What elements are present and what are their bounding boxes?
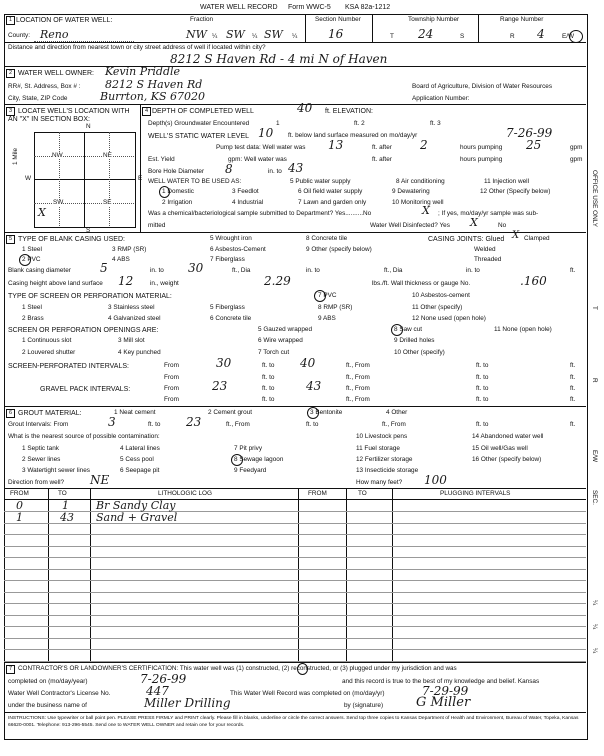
record-completed-label: This Water Well Record was completed on (mo/day/yr) bbox=[230, 690, 385, 697]
perf-ft-to-2: ft. to bbox=[476, 362, 489, 369]
ft-dia-1: ft., Dia bbox=[232, 267, 251, 274]
grout-ft-from-1: ft., From bbox=[226, 421, 250, 428]
casing-5: 5 Wrought iron bbox=[210, 235, 252, 242]
log-rule bbox=[4, 638, 586, 639]
contam-7: 7 Pit privy bbox=[234, 445, 263, 452]
grout-label: GROUT MATERIAL: bbox=[18, 410, 82, 417]
grout-1: 1 Neat cement bbox=[114, 409, 156, 416]
certification-rest: and this record is true to the best of my knowledge and belief. Kansas bbox=[342, 678, 540, 685]
grout-intervals-label: Grout Intervals: From bbox=[8, 421, 69, 428]
screen-5: 5 Fiberglass bbox=[210, 304, 245, 311]
use-7: 7 Lawn and garden only bbox=[298, 199, 367, 206]
screen-label: TYPE OF SCREEN OR PERFORATION MATERIAL: bbox=[8, 293, 172, 300]
contam-9: 9 Feedyard bbox=[234, 467, 267, 474]
casing-2: 2 PVC bbox=[22, 256, 41, 263]
perf-intervals-label: SCREEN-PERFORATED INTERVALS: bbox=[8, 363, 129, 370]
opening-3: 3 Mill slot bbox=[118, 337, 145, 344]
screen-2: 2 Brass bbox=[22, 315, 44, 322]
contam-10: 10 Livestock pens bbox=[356, 433, 408, 440]
section-6-number: 6 bbox=[6, 409, 15, 418]
nw-label: NW bbox=[52, 152, 63, 159]
gravel-from-value: 23 bbox=[212, 379, 228, 393]
contam-4: 4 Lateral lines bbox=[120, 445, 160, 452]
contam-3: 3 Watertight sewer lines bbox=[22, 467, 90, 474]
gravel-label: GRAVEL PACK INTERVALS: bbox=[40, 386, 131, 393]
opening-11: 11 None (open hole) bbox=[494, 326, 552, 333]
section-box bbox=[34, 132, 136, 228]
se-label: SE bbox=[103, 199, 112, 206]
weight-value: 2.29 bbox=[264, 274, 291, 288]
direction-value: NE bbox=[90, 473, 110, 487]
gravel-ft-to-3: ft. to bbox=[262, 396, 275, 403]
gravel-ft-end-1: ft. bbox=[570, 385, 576, 392]
bore-depth: 43 bbox=[288, 161, 304, 175]
section-number-value: 16 bbox=[328, 27, 344, 41]
signature: G Miller bbox=[416, 695, 471, 710]
log-row-1-to: 1 bbox=[62, 499, 69, 512]
log-rule bbox=[4, 557, 586, 558]
locate-label-2: AN "X" IN SECTION BOX: bbox=[8, 116, 90, 123]
opening-4: 4 Key punched bbox=[118, 349, 161, 356]
log-rule bbox=[4, 569, 586, 570]
ft-after-1: ft. after bbox=[372, 144, 392, 151]
disinfect-label: Water Well Disinfected? Yes bbox=[370, 222, 450, 229]
distance-label: Distance and direction from nearest town or city street address of well if located within city? bbox=[8, 44, 266, 51]
disinfect-x: X bbox=[470, 216, 478, 229]
ne-label: NE bbox=[103, 152, 112, 159]
gw-3: ft. 3 bbox=[430, 120, 441, 127]
gravel-ft-to-2: ft. to bbox=[476, 385, 489, 392]
locate-label-1: LOCATE WELL'S LOCATION WITH bbox=[18, 108, 130, 115]
section-4-number: 4 bbox=[142, 107, 151, 116]
static-rest: ft. below land surface measured on mo/day/yr bbox=[288, 132, 418, 139]
constructed-circle bbox=[297, 663, 308, 675]
chem-no-x: X bbox=[422, 204, 430, 217]
gravel-ft-to-4: ft. to bbox=[476, 396, 489, 403]
section-2-number: 2 bbox=[6, 69, 15, 78]
contam-11: 11 Fuel storage bbox=[356, 445, 400, 452]
log-rule bbox=[4, 592, 586, 593]
log-row-2-desc: Sand + Gravel bbox=[96, 511, 178, 524]
log-rule bbox=[4, 580, 586, 581]
ft-end-1: ft. bbox=[570, 267, 576, 274]
address-label: RR#, St. Address, Box # : bbox=[8, 83, 81, 90]
location-x: X bbox=[38, 206, 46, 219]
sw-label: SW bbox=[53, 199, 64, 206]
glued-x: X bbox=[512, 230, 520, 241]
log-rule bbox=[4, 546, 586, 547]
perf-ft-from-2: ft., From bbox=[346, 374, 370, 381]
section-3-number: 3 bbox=[6, 107, 15, 116]
gravel-ft-to-1: ft. to bbox=[262, 385, 275, 392]
blank-dia-value: 5 bbox=[100, 261, 108, 275]
distance-value: 8212 S Haven Rd - 4 mi N of Haven bbox=[170, 52, 388, 66]
screen-10: 10 Asbestos-cement bbox=[412, 292, 470, 299]
log-rule bbox=[4, 603, 586, 604]
section-number-label: Section Number bbox=[315, 16, 361, 23]
contam-15: 15 Oil well/Gas well bbox=[472, 445, 528, 452]
south-label: S bbox=[86, 227, 91, 234]
openings-label: SCREEN OR PERFORATION OPENINGS ARE: bbox=[8, 327, 159, 334]
quarter-3: ¼ bbox=[292, 33, 298, 40]
use-12: 12 Other (Specify below) bbox=[480, 188, 551, 195]
in-to-3: in. to bbox=[466, 267, 480, 274]
township-value: 24 bbox=[418, 27, 434, 41]
board-label: Board of Agriculture, Division of Water Resources bbox=[412, 83, 553, 90]
log-rule bbox=[4, 615, 586, 616]
log-rule bbox=[4, 523, 586, 524]
form-title: WATER WELL RECORD bbox=[200, 4, 278, 11]
height-value: 12 bbox=[118, 274, 134, 288]
est-gpm: gpm: Well water was bbox=[228, 156, 287, 163]
blank-dia-label: Blank casing diameter bbox=[8, 267, 71, 274]
plug-from-header: FROM bbox=[308, 490, 327, 497]
ft-dia-2: ft., Dia bbox=[384, 267, 403, 274]
perf-ft-to-4: ft. to bbox=[476, 374, 489, 381]
township-number-label: Township Number bbox=[408, 16, 460, 23]
casing-7: 7 Fiberglass bbox=[210, 256, 245, 263]
east-label: E bbox=[138, 175, 143, 182]
fraction-2: SW bbox=[226, 28, 245, 41]
depth-label: DEPTH OF COMPLETED WELL bbox=[152, 108, 254, 115]
screen-9: 9 ABS bbox=[318, 315, 336, 322]
casing-joints-label: CASING JOINTS: Glued bbox=[428, 236, 505, 243]
side-ew: E/W bbox=[591, 450, 598, 463]
chem-rest: ; If yes, mo/day/yr sample was sub- bbox=[438, 210, 539, 217]
casing-2-circle bbox=[19, 254, 31, 266]
side-sec: SEC. bbox=[591, 490, 598, 505]
range-number-label: Range Number bbox=[500, 16, 544, 23]
use-1: 1 Domestic bbox=[162, 188, 194, 195]
disinfect-no: No bbox=[498, 222, 507, 229]
side-quarter-3: ¼ bbox=[591, 648, 598, 654]
perf-ft-end-1: ft. bbox=[570, 362, 576, 369]
city-value: Burrton, KS 67020 bbox=[100, 90, 206, 103]
log-rule bbox=[4, 626, 586, 627]
opening-10: 10 Other (specify) bbox=[394, 349, 445, 356]
opening-5: 5 Gauzed wrapped bbox=[258, 326, 313, 333]
use-8: 8 Air conditioning bbox=[396, 178, 445, 185]
county-value: Reno bbox=[40, 28, 69, 41]
log-rule bbox=[4, 511, 586, 512]
form-number: Form WWC-5 bbox=[288, 4, 331, 11]
pump-ft: 13 bbox=[328, 138, 344, 152]
screen-8: 8 RMP (SR) bbox=[318, 304, 353, 311]
opening-8-circle bbox=[391, 324, 403, 336]
screen-7: 7 PVC bbox=[318, 292, 337, 299]
section-1-number: 1 bbox=[6, 16, 15, 25]
address-value: 8212 S Haven Rd bbox=[105, 78, 203, 91]
office-use-only: OFFICE USE ONLY bbox=[591, 170, 598, 228]
screen-11: 11 Other (specify) bbox=[412, 304, 463, 311]
hours-pumping-2: hours pumping bbox=[460, 156, 503, 163]
quarter-1: ¼ bbox=[212, 33, 218, 40]
threaded-label: Threaded bbox=[474, 256, 502, 263]
groundwater-label: Depth(s) Groundwater Encountered bbox=[148, 120, 250, 127]
contam-13: 13 Insecticide storage bbox=[356, 467, 419, 474]
ksa-number: KSA 82a-1212 bbox=[345, 4, 391, 11]
opening-1: 1 Continuous slot bbox=[22, 337, 72, 344]
wall-label: lbs./ft. Wall thickness or gauge No. bbox=[372, 280, 471, 287]
north-label: N bbox=[86, 123, 91, 130]
one-mile-label: 1 Mile bbox=[12, 147, 19, 165]
certification-line: CONTRACTOR'S OR LANDOWNER'S CERTIFICATION: This water well was (1) constructed, (2) reconstructed, or (3) plugged under my jurisdiction and was bbox=[18, 665, 457, 672]
casing-3: 3 RMP (SR) bbox=[112, 246, 147, 253]
perf-from-2: From bbox=[164, 374, 179, 381]
casing-9: 9 Other (specify below) bbox=[306, 246, 372, 253]
bore-value: 8 bbox=[225, 162, 233, 176]
township-t: T bbox=[390, 33, 394, 40]
grout-3: 3 Bentonite bbox=[310, 409, 343, 416]
screen-6: 6 Concrete tile bbox=[210, 315, 252, 322]
use-3: 3 Feedlot bbox=[232, 188, 259, 195]
screen-12: 12 None used (open hole) bbox=[412, 315, 486, 322]
contam-14: 14 Abandoned water well bbox=[472, 433, 544, 440]
static-date: 7-26-99 bbox=[506, 126, 553, 140]
log-row-2-from: 1 bbox=[16, 511, 23, 524]
city-label: City, State, ZIP Code bbox=[8, 95, 68, 102]
opening-6: 6 Wire wrapped bbox=[258, 337, 303, 344]
west-label: W bbox=[25, 175, 32, 182]
contam-8: 8 Sewage lagoon bbox=[234, 456, 284, 463]
contam-8-circle bbox=[231, 454, 243, 466]
hours-pumping-1: hours pumping bbox=[460, 144, 503, 151]
static-value: 10 bbox=[258, 126, 274, 140]
side-r: R bbox=[591, 378, 598, 383]
log-to-header: TO bbox=[58, 490, 67, 497]
use-4: 4 Industrial bbox=[232, 199, 264, 206]
contamination-label: What is the nearest source of possible contamination: bbox=[8, 433, 160, 440]
pump-test-label: Pump test data: Well water was bbox=[216, 144, 306, 151]
grout-4: 4 Other bbox=[386, 409, 408, 416]
grout-to-value: 23 bbox=[186, 415, 202, 429]
bore-label: Bore Hole Diameter bbox=[148, 168, 205, 175]
contam-16: 16 Other (specify below) bbox=[472, 456, 542, 463]
use-10: 10 Monitoring well bbox=[392, 199, 444, 206]
perf-ft-end-2: ft. bbox=[570, 374, 576, 381]
log-rule bbox=[4, 649, 586, 650]
blank-dia-to: 30 bbox=[188, 261, 204, 275]
range-r: R bbox=[510, 33, 515, 40]
gpm-2: gpm bbox=[570, 156, 583, 163]
business-label: under the business name of bbox=[8, 702, 87, 709]
quarter-2: ¼ bbox=[252, 33, 258, 40]
pump-hours: 2 bbox=[420, 138, 428, 152]
range-value: 4 bbox=[537, 27, 545, 41]
static-label: WELL'S STATIC WATER LEVEL bbox=[148, 133, 250, 140]
opening-9: 9 Drilled holes bbox=[394, 337, 435, 344]
use-11: 11 Injection well bbox=[484, 178, 529, 185]
casing-4: 4 ABS bbox=[112, 256, 130, 263]
grout-ft-from-2: ft., From bbox=[382, 421, 406, 428]
elevation-label: ft. ELEVATION: bbox=[325, 108, 373, 115]
application-number-label: Application Number: bbox=[412, 95, 470, 102]
grout-2: 2 Cement grout bbox=[208, 409, 253, 416]
location-label: LOCATION OF WATER WELL: bbox=[16, 17, 113, 24]
use-1-circle bbox=[159, 186, 170, 198]
record-completed-date: 7-29-99 bbox=[422, 684, 469, 698]
opening-7: 7 Torch cut bbox=[258, 349, 290, 356]
wall-value: .160 bbox=[520, 274, 547, 288]
contam-1: 1 Septic tank bbox=[22, 445, 59, 452]
instructions: INSTRUCTIONS: Use typewriter or ball point pen. PLEASE PRESS FIRMLY and PRINT clearly. Please fill in blanks, underline or circle the correct answers. Send top three copies to Kansas Department of Health and Environment, Bureau of Water, Topeka, Kansas 66620-0001. Telephone: 913-296-5545. Send one to WATER WELL OWNER and retain one for your records. bbox=[8, 716, 579, 728]
owner-value: Kevin Priddle bbox=[105, 65, 181, 78]
use-9: 9 Dewatering bbox=[392, 188, 430, 195]
welded-label: Welded bbox=[474, 246, 496, 253]
uses-label: WELL WATER TO BE USED AS: bbox=[148, 178, 242, 185]
opening-2: 2 Louvered shutter bbox=[22, 349, 76, 356]
completed-date: 7-26-99 bbox=[140, 672, 187, 686]
gravel-from-1: From bbox=[164, 385, 179, 392]
casing-1: 1 Steel bbox=[22, 246, 42, 253]
log-rule bbox=[4, 534, 586, 535]
depth-value: 40 bbox=[297, 101, 313, 115]
perf-ft-to-1: ft. to bbox=[262, 362, 275, 369]
perf-to-value: 40 bbox=[300, 356, 316, 370]
gw-2: ft. 2 bbox=[354, 120, 365, 127]
side-t: T bbox=[591, 306, 598, 310]
completed-label: completed on (mo/day/year) bbox=[8, 678, 88, 685]
log-row-1-desc: Br Sandy Clay bbox=[96, 499, 176, 512]
signature-label: by (signature) bbox=[344, 702, 384, 709]
gravel-ft-end-2: ft. bbox=[570, 396, 576, 403]
gravel-ft-from-1: ft., From bbox=[346, 385, 370, 392]
ft-after-2: ft. after bbox=[372, 156, 392, 163]
contam-6: 6 Seepage pit bbox=[120, 467, 160, 474]
fraction-3: SW bbox=[264, 28, 283, 41]
log-row-1-from: 0 bbox=[16, 499, 23, 512]
log-row-2-to: 43 bbox=[60, 511, 74, 524]
contam-2: 2 Sewer lines bbox=[22, 456, 61, 463]
in-to-2: in. to bbox=[306, 267, 320, 274]
direction-label: Direction from well? bbox=[8, 479, 65, 486]
gw-1: 1 bbox=[276, 120, 280, 127]
perf-ft-to-3: ft. to bbox=[262, 374, 275, 381]
grout-ft-to-2: ft. to bbox=[306, 421, 319, 428]
screen-7-circle bbox=[314, 290, 326, 302]
how-many-feet-label: How many feet? bbox=[356, 479, 403, 486]
plug-to-header: TO bbox=[358, 490, 367, 497]
range-ew: E/W bbox=[562, 33, 575, 40]
perf-from-value: 30 bbox=[216, 356, 232, 370]
casing-label: TYPE OF BLANK CASING USED: bbox=[18, 236, 125, 243]
gravel-to-value: 43 bbox=[306, 379, 322, 393]
grout-ft-to-1: ft. to bbox=[148, 421, 161, 428]
license-label: Water Well Contractor's License No. bbox=[8, 690, 111, 697]
form-frame bbox=[4, 14, 588, 740]
screen-4: 4 Galvanized steel bbox=[108, 315, 161, 322]
fraction-label: Fraction bbox=[190, 16, 214, 23]
grout-ft-end: ft. bbox=[570, 421, 576, 428]
grout-3-circle bbox=[307, 407, 319, 419]
gravel-from-2: From bbox=[164, 396, 179, 403]
side-quarter-2: ¼ bbox=[591, 624, 598, 630]
contam-5: 5 Cess pool bbox=[120, 456, 154, 463]
perf-ft-from-1: ft., From bbox=[346, 362, 370, 369]
contam-12: 12 Fertilizer storage bbox=[356, 456, 413, 463]
owner-label: WATER WELL OWNER: bbox=[18, 70, 94, 77]
side-quarter-1: ¼ bbox=[591, 600, 598, 606]
section-5-number: 5 bbox=[6, 235, 15, 244]
use-5: 5 Public water supply bbox=[290, 178, 351, 185]
county-label: County: bbox=[8, 32, 31, 39]
gravel-ft-from-2: ft., From bbox=[346, 396, 370, 403]
section-7-number: 7 bbox=[6, 665, 15, 674]
bore-to: in. to bbox=[268, 168, 282, 175]
chem-mitted: mitted bbox=[148, 222, 166, 229]
gpm-1: gpm bbox=[570, 144, 583, 151]
lithologic-header: LITHOLOGIC LOG bbox=[158, 490, 212, 497]
chem-question: Was a chemical/bacteriological sample submitted to Department? Yes..........No bbox=[148, 210, 372, 217]
use-2: 2 Irrigation bbox=[162, 199, 193, 206]
pump-gpm: 25 bbox=[526, 138, 542, 152]
opening-8: 8 Saw cut bbox=[394, 326, 423, 333]
perf-from-1: From bbox=[164, 362, 179, 369]
business-name: Miller Drilling bbox=[144, 696, 231, 710]
est-yield-label: Est. Yield bbox=[148, 156, 175, 163]
screen-1: 1 Steel bbox=[22, 304, 42, 311]
grout-ft-to-3: ft. to bbox=[476, 421, 489, 428]
clamped-label: Clamped bbox=[524, 235, 550, 242]
use-6: 6 Oil field water supply bbox=[298, 188, 363, 195]
screen-3: 3 Stainless steel bbox=[108, 304, 155, 311]
height-label: Casing height above land surface bbox=[8, 280, 103, 287]
blank-in-to: in. to bbox=[150, 267, 164, 274]
grout-from-value: 3 bbox=[108, 415, 116, 429]
log-from-header: FROM bbox=[10, 490, 29, 497]
plugging-header: PLUGGING INTERVALS bbox=[440, 490, 511, 497]
weight-label: in., weight bbox=[150, 280, 179, 287]
fraction-1: NW bbox=[186, 28, 207, 41]
feet-value: 100 bbox=[424, 473, 447, 487]
casing-8: 8 Concrete tile bbox=[306, 235, 348, 242]
license-value: 447 bbox=[146, 684, 169, 698]
casing-6: 6 Asbestos-Cement bbox=[210, 246, 266, 253]
township-s: S bbox=[460, 33, 465, 40]
